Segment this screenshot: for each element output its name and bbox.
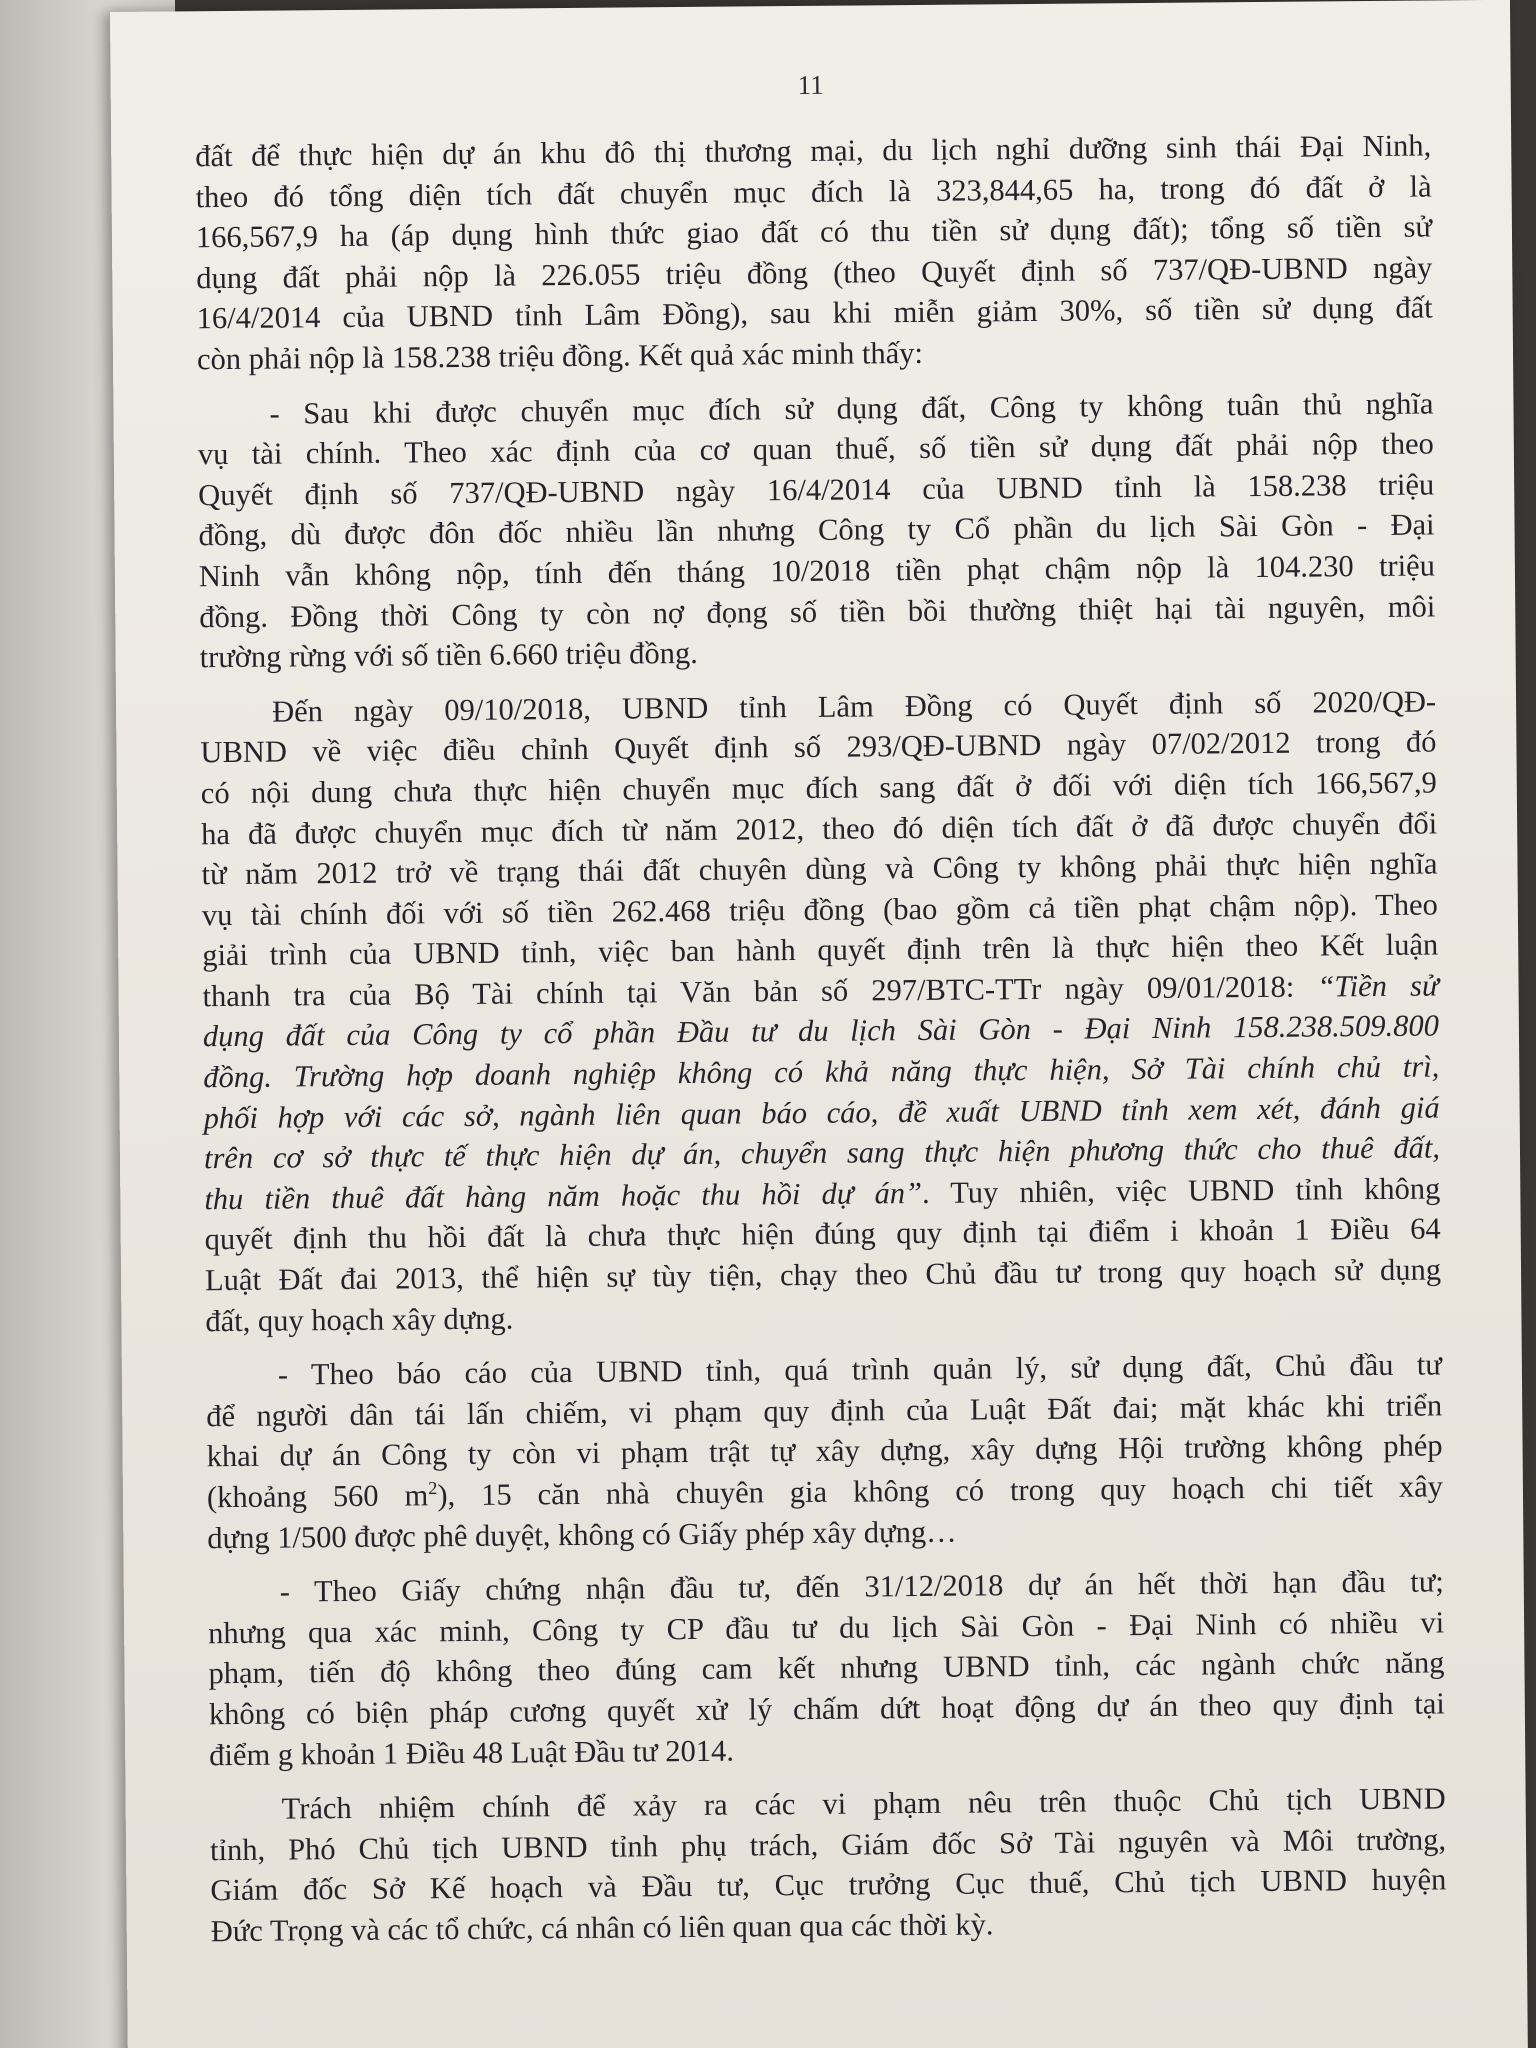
document-body [195, 125, 1447, 1965]
text-line: có nội dung chưa thực hiện chuyển mục đích sang đất ở đối với diện tích 166,567,9 [200, 765, 1437, 811]
text-line: 16/4/2014 của UBND tỉnh Lâm Đồng), sau khi miễn giảm 30%, số tiền sử dụng đất [196, 290, 1433, 336]
text-line: giải trình của UBND tỉnh, việc ban hành quyết định trên là thực hiện theo Kết luận [202, 927, 1439, 973]
quote-line: dụng đất của Công ty cổ phần Đầu tư du lịch Sài Gòn - Đại Ninh 158.238.509.800 [202, 1008, 1440, 1054]
text-line: dụng đất phải nộp là 226.055 triệu đồng (theo Quyết định số 737/QĐ-UBND ngày [196, 250, 1433, 296]
text-run: thanh tra của Bộ Tài chính tại Văn bản số 297/BTC-TTr ngày 09/01/2018: [202, 969, 1318, 1014]
text-run: . Tuy nhiên, việc UBND tỉnh không [921, 1171, 1441, 1210]
text-line: Quyết định số 737/QĐ-UBND ngày 16/4/2014 của UBND tỉnh là 158.238 triệu [198, 467, 1435, 512]
text-line: ha đã được chuyển mục đích từ năm 2012, theo đó diện tích đất ở đã được chuyển đổi [201, 805, 1438, 851]
document-page [110, 0, 1528, 2048]
text-line: Ninh vẫn không nộp, tính đến tháng 10/2018 tiền phạt chậm nộp là 104.230 triệu [198, 548, 1436, 594]
text-line: trường rừng với số tiền 6.660 triệu đồng. [199, 636, 698, 675]
text-run: (khoảng 560 m [206, 1478, 429, 1515]
quote-text: thu tiền thuê đất hàng năm hoặc thu hồi dự án” [204, 1175, 923, 1217]
text-line: Đức Trọng và các tổ chức, cá nhân có liên quan qua các thời kỳ. [210, 1907, 994, 1949]
text-line: UBND về việc điều chỉnh Quyết định số 293/QĐ-UBND ngày 07/02/2012 trong đó [200, 724, 1437, 770]
text-line: đồng. Đồng thời Công ty còn nợ đọng số tiền bồi thường thiệt hại tài nguyên, môi [199, 588, 1436, 634]
text-line: vụ tài chính đối với số tiền 262.468 triệu đồng (bao gồm cả tiền phạt chậm nộp). Theo [201, 887, 1438, 932]
text-line: phạm, tiến độ không theo đúng cam kết nhưng UBND tỉnh, các ngành chức năng [208, 1645, 1445, 1691]
paragraph-investment-deadline [208, 1562, 1446, 1776]
text-line: khai dự án Công ty còn vi phạm trật tự xây dựng, xây dựng Hội trường không phép [206, 1428, 1443, 1474]
paragraph-land-conversion [195, 125, 1433, 379]
page-number: 11 [797, 69, 824, 101]
text-line: còn phải nộp là 158.238 triệu đồng. Kết quả xác minh thấy: [196, 335, 924, 377]
superscript: 2 [428, 1478, 438, 1499]
text-line: vụ tài chính. Theo xác định của cơ quan thuế, số tiền sử dụng đất phải nộp theo [197, 426, 1434, 472]
text-line: Giám đốc Sở Kế hoạch và Đầu tư, Cục trưởng Cục thuế, Chủ tịch UBND huyện [210, 1862, 1447, 1908]
text-line: theo đó tổng diện tích đất chuyển mục đích là 323,844,65 ha, trong đó đất ở là [195, 169, 1432, 214]
text-line: - Sau khi được chuyển mục đích sử dụng đất, Công ty không tuân thủ nghĩa [269, 386, 1434, 431]
paragraph-responsibility [210, 1779, 1447, 1952]
text-line: đất, quy hoạch xây dựng. [205, 1301, 514, 1338]
text-line: để người dân tái lấn chiếm, vi phạm quy định của Luật Đất đai; mặt khác khi triển [206, 1388, 1443, 1434]
quote-text: “Tiền sử [1317, 968, 1439, 1004]
text-line: từ năm 2012 trở về trạng thái đất chuyên dùng và Công ty không phải thực hiện nghĩa [201, 846, 1438, 892]
text-line: đồng, dù được đôn đốc nhiều lần nhưng Công ty Cổ phần du lịch Sài Gòn - Đại [198, 507, 1435, 553]
text-line: Trách nhiệm chính để xảy ra các vi phạm nêu trên thuộc Chủ tịch UBND [281, 1781, 1446, 1826]
paragraph-financial-obligation [197, 383, 1435, 678]
text-line: đất để thực hiện dự án khu đô thị thương mại, du lịch nghỉ dưỡng sinh thái Đại Ninh, [195, 128, 1432, 174]
paragraph-decision-2020 [200, 681, 1442, 1341]
text-line: - Theo Giấy chứng nhận đầu tư, đến 31/12/2018 dự án hết thời hạn đầu tư; [279, 1564, 1444, 1609]
text-line: 166,567,9 ha (áp dụng hình thức giao đất có thu tiền sử dụng đất); tổng số tiền sử [195, 209, 1433, 255]
text-line: - Theo báo cáo của UBND tỉnh, quá trình quản lý, sử dụng đất, Chủ đầu tư [277, 1347, 1443, 1392]
text-line: quyết định thu hồi đất là chưa thực hiện đúng quy định tại điểm i khoản 1 Điều 64 [204, 1211, 1441, 1257]
paragraph-construction-violations [206, 1345, 1444, 1559]
text-line: Đến ngày 09/10/2018, UBND tỉnh Lâm Đồng có Quyết định số 2020/QĐ- [271, 684, 1437, 729]
text-line: điểm g khoản 1 Điều 48 Luật Đầu tư 2014. [209, 1733, 735, 1772]
text-line: Luật Đất đai 2013, thể hiện sự tùy tiện, chạy theo Chủ đầu tư trong quy hoạch sử dụng [204, 1252, 1442, 1298]
quote-line: đồng. Trường hợp doanh nghiệp không có khả năng thực hiện, Sở Tài chính chủ trì, [203, 1049, 1440, 1095]
text-line: tỉnh, Phó Chủ tịch UBND tỉnh phụ trách, Giám đốc Sở Tài nguyên và Môi trường, [209, 1822, 1447, 1867]
quote-line: phối hợp với các sở, ngành liên quan báo cáo, đề xuất UBND tỉnh xem xét, đánh giá [203, 1090, 1440, 1135]
text-line: dựng 1/500 được phê duyệt, không có Giấy phép xây dựng… [207, 1514, 957, 1555]
quote-line: trên cơ sở thực tế thực hiện dự án, chuyển sang thực hiện phương thức cho thuê đất, [203, 1130, 1441, 1176]
text-line: không có biện pháp cương quyết xử lý chấm dứt hoạt động dự án theo quy định tại [208, 1686, 1445, 1732]
text-line: nhưng qua xác minh, Công ty CP đầu tư du lịch Sài Gòn - Đại Ninh có nhiều vi [208, 1605, 1445, 1650]
text-run: ), 15 căn nhà chuyên gia không có trong quy hoạch chi tiết xây [437, 1469, 1444, 1513]
